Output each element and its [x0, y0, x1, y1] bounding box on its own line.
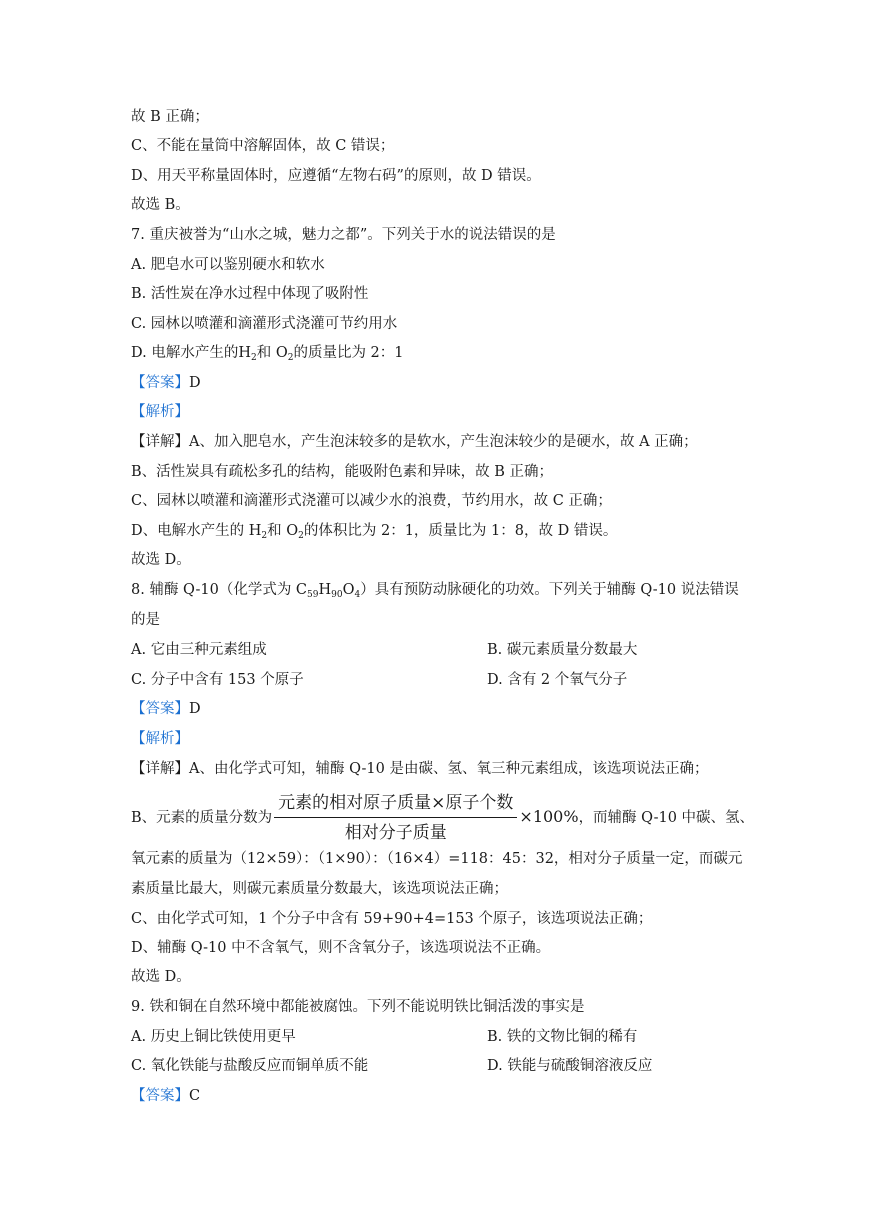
question-8-stem-cont: 的是	[131, 612, 160, 628]
option-c: C. 氧化铁能与盐酸反应而铜单质不能	[131, 1058, 369, 1074]
explanation-text: B、元素的质量分数为	[131, 810, 273, 826]
option-d-text: 的质量比为 2：1	[293, 345, 404, 361]
answer-label: 【答案】	[131, 701, 189, 717]
option-d: D. 铁能与硫酸铜溶液反应	[487, 1058, 653, 1074]
subscript: 2	[298, 531, 304, 541]
stem-text: ）具有预防动脉硬化的功效。下列关于辅酶 Q-10 说法错误	[360, 582, 739, 598]
option-d: D. 含有 2 个氧气分子	[487, 672, 628, 688]
option-c: C. 园林以喷灌和滴灌形式浇灌可节约用水	[131, 316, 398, 332]
subscript: 2	[261, 531, 268, 541]
explanation-line: 素质量比最大，则碳元素质量分数最大，该选项说法正确；	[131, 881, 508, 897]
explanation-line: D、辅酶 Q-10 中不含氧气，则不含氧分子，该选项说法不正确。	[131, 940, 551, 956]
answer-value: D	[189, 701, 201, 717]
stem-text: H	[318, 582, 332, 598]
answer-value: C	[189, 1088, 201, 1104]
text-line: 故选 D。	[131, 552, 191, 568]
explanation-text: 和 O	[267, 523, 299, 539]
option-d	[131, 343, 404, 368]
explanation-line: C、由化学式可知，1 个分子中含有 59+90+4=153 个原子，该选项说法正确；	[131, 911, 653, 927]
question-7-stem: 7. 重庆被誉为“山水之城，魅力之都”。下列关于水的说法错误的是	[131, 227, 556, 243]
answer-line	[131, 699, 201, 719]
formula-multiplier: ×100%	[519, 807, 579, 826]
subscript: 59	[307, 590, 319, 600]
question-9-stem: 9. 铁和铜在自然环境中都能被腐蚀。下列不能说明铁比铜活泼的事实是	[131, 999, 585, 1015]
text-line: C、不能在量筒中溶解固体，故 C 错误；	[131, 138, 395, 154]
explanation-text: ，而辅酶 Q-10 中碳、氢、	[578, 810, 755, 826]
option-a: A. 肥皂水可以鉴别硬水和软水	[131, 257, 325, 273]
stem-text: O	[342, 582, 355, 598]
question-8-stem	[131, 580, 739, 605]
answer-line	[131, 373, 201, 393]
answer-value: D	[189, 375, 201, 391]
subscript: 4	[354, 590, 361, 600]
option-b: B. 碳元素质量分数最大	[487, 642, 638, 658]
option-a: A. 它由三种元素组成	[131, 642, 267, 658]
explanation-line-formula	[131, 791, 754, 845]
subscript: 90	[331, 590, 343, 600]
explanation-line: 氧元素的质量为（12×59）：（1×90）：（16×4）=118：45：32，相对分子质量一定，而碳元	[131, 851, 743, 867]
formula-numerator: 元素的相对原子质量×原子个数	[274, 791, 517, 818]
explanation-text: 的体积比为 2：1，质量比为 1：8，故 D 错误。	[303, 523, 618, 539]
option-d-text: D. 电解水产生的H	[131, 345, 251, 361]
analysis-label: 【解析】	[131, 404, 189, 420]
explanation-line: 【详解】A、加入肥皂水，产生泡沫较多的是软水，产生泡沫较少的是硬水，故 A 正确；	[131, 434, 698, 450]
explanation-line: 【详解】A、由化学式可知，辅酶 Q-10 是由碳、氢、氧三种元素组成，该选项说法正确；	[131, 761, 709, 777]
formula-denominator: 相对分子质量	[344, 823, 447, 843]
text-line: D、用天平称量固体时，应遵循“左物右码”的原则，故 D 错误。	[131, 168, 541, 184]
explanation-text: D、电解水产生的 H	[131, 523, 262, 539]
option-b: B. 活性炭在净水过程中体现了吸附性	[131, 286, 369, 302]
text-line: 故 B 正确；	[131, 109, 209, 125]
analysis-label: 【解析】	[131, 731, 189, 747]
option-d-text: 和 O	[256, 345, 288, 361]
explanation-line	[131, 521, 617, 546]
answer-label: 【答案】	[131, 1088, 189, 1104]
option-b: B. 铁的文物比铜的稀有	[487, 1029, 638, 1045]
explanation-line: C、园林以喷灌和滴灌形式浇灌可以减少水的浪费，节约用水，故 C 正确；	[131, 493, 612, 509]
option-a: A. 历史上铜比铁使用更早	[131, 1029, 296, 1045]
subscript: 2	[287, 353, 294, 363]
text-line: 故选 B。	[131, 197, 190, 213]
stem-text: 8. 辅酶 Q-10（化学式为 C	[131, 582, 308, 598]
mass-fraction-formula	[274, 791, 517, 845]
text-line: 故选 D。	[131, 969, 191, 985]
answer-line	[131, 1086, 200, 1106]
explanation-line: B、活性炭具有疏松多孔的结构，能吸附色素和异味，故 B 正确；	[131, 464, 554, 480]
subscript: 2	[250, 353, 257, 363]
option-c: C. 分子中含有 153 个原子	[131, 672, 304, 688]
answer-label: 【答案】	[131, 375, 189, 391]
